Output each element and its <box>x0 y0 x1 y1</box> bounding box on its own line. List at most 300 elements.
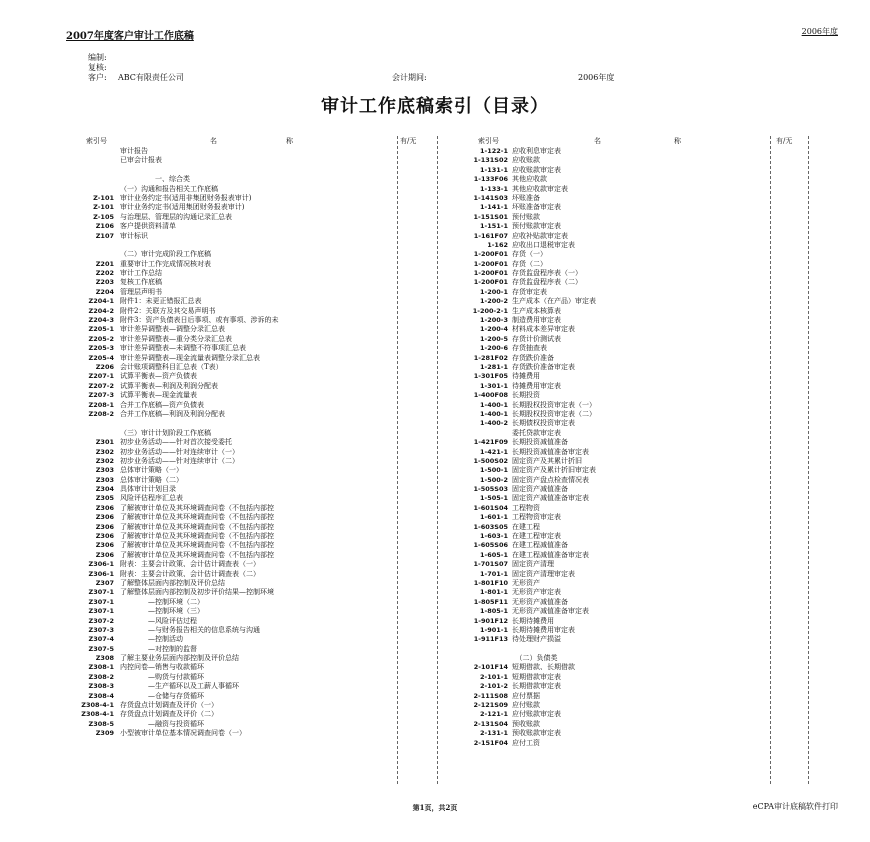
table-row <box>76 710 394 719</box>
index-name: 初步业务活动——针对连续审计（二） <box>120 456 239 465</box>
table-row <box>452 579 768 588</box>
index-code: 1-500-2 <box>479 475 508 484</box>
index-code: Z107 <box>95 231 114 240</box>
index-name: 固定资产清理 <box>512 560 554 569</box>
table-row <box>76 410 394 419</box>
right-flag-divider-right <box>808 136 809 784</box>
table-row <box>452 532 768 541</box>
index-code: Z-101 <box>93 203 114 212</box>
table-row <box>76 297 394 306</box>
index-code: Z306 <box>95 541 114 550</box>
table-row <box>452 635 768 644</box>
page-number: 第1页，共2页 <box>412 803 458 812</box>
table-row <box>76 551 394 560</box>
table-row <box>76 335 394 344</box>
table-row <box>452 391 768 400</box>
table-row <box>76 617 394 626</box>
index-code: 2-111S08 <box>473 691 508 700</box>
index-code: Z205-2 <box>88 334 114 343</box>
table-row <box>76 523 394 532</box>
index-name: 管理层声明书 <box>120 287 162 296</box>
table-row <box>76 494 394 503</box>
index-name: 制造费用审定表 <box>512 316 561 325</box>
index-code: 1-200F01 <box>473 269 508 278</box>
index-code: 1-901F12 <box>473 616 508 625</box>
index-code: Z308-1 <box>88 663 114 672</box>
right-col-flag-header: 有/无 <box>776 137 793 145</box>
index-code: 1-200F01 <box>473 259 508 268</box>
table-row <box>76 354 394 363</box>
index-code: Z302 <box>95 456 114 465</box>
index-code: 1-801-1 <box>479 588 508 597</box>
index-code: Z202 <box>95 269 114 278</box>
index-code: 1-151S01 <box>473 212 508 221</box>
table-row <box>452 288 768 297</box>
table-row <box>452 401 768 410</box>
index-name: 长期股权投资审定表（二） <box>512 409 596 418</box>
index-name: 了解被审计单位及其环境调查问卷（不包括内部控 <box>120 503 274 512</box>
index-name: 应收账款审定表 <box>512 165 561 174</box>
index-name: 存货（一） <box>512 250 547 259</box>
table-row <box>76 607 394 616</box>
index-code: 1-200F01 <box>473 250 508 259</box>
table-row <box>452 663 768 672</box>
index-name: 总体审计策略（二） <box>120 475 183 484</box>
table-row <box>452 588 768 597</box>
index-code: Z306-1 <box>88 569 114 578</box>
index-code: Z307 <box>95 578 114 587</box>
index-code: 1-911F13 <box>473 635 508 644</box>
index-name: 存货监盘程序表（二） <box>512 278 582 287</box>
table-row <box>76 692 394 701</box>
index-name: 存货审定表 <box>512 287 547 296</box>
index-code: 1-200-2-1 <box>472 306 508 315</box>
index-code: Z106 <box>95 222 114 231</box>
table-row <box>452 166 768 175</box>
table-row <box>76 185 394 194</box>
index-name: 了解主要业务层面内部控制及评价总结 <box>120 654 239 663</box>
index-name: 存货跌价准备审定表 <box>512 362 575 371</box>
index-code: 1-605S06 <box>473 541 508 550</box>
left-flag-divider-right <box>437 136 438 784</box>
index-name: 审计业务约定书(适用集团财务报表审计) <box>120 203 245 212</box>
index-name: 材料成本差异审定表 <box>512 325 575 334</box>
index-name: 小型被审计单位基本情况调查问卷（一） <box>120 729 246 738</box>
table-row <box>452 682 768 691</box>
table-row <box>76 504 394 513</box>
table-row <box>76 541 394 550</box>
index-code: Z205-4 <box>88 353 114 362</box>
table-row <box>452 335 768 344</box>
index-code: 1-603-1 <box>479 532 508 541</box>
index-code: 2-101-2 <box>479 682 508 691</box>
right-col-name-header-2: 称 <box>674 137 681 145</box>
index-code: Z308-4 <box>88 691 114 700</box>
index-name: 应收出口退税审定表 <box>512 240 575 249</box>
table-row <box>76 598 394 607</box>
index-name: 工程物资审定表 <box>512 513 561 522</box>
index-code: Z309 <box>95 729 114 738</box>
index-code: Z303 <box>95 475 114 484</box>
index-name: 长期债权投资审定表 <box>512 419 575 428</box>
index-name: 长期投资减值准备 <box>512 438 568 447</box>
index-code: 1-281F02 <box>473 353 508 362</box>
index-name: 试算平衡表—现金流量表 <box>120 391 197 400</box>
table-row <box>452 701 768 710</box>
index-name: 审计业务约定书(适用非集团财务报表审计) <box>120 193 252 202</box>
index-code: Z-101 <box>93 193 114 202</box>
index-code: Z307-1 <box>88 607 114 616</box>
index-code: 1-400-1 <box>479 409 508 418</box>
index-code: Z306 <box>95 532 114 541</box>
table-row <box>76 466 394 475</box>
table-row <box>452 673 768 682</box>
index-name: 了解整体层面内部控制及初步评价结果—控制环境 <box>120 588 274 597</box>
index-name: 坏账准备审定表 <box>512 203 561 212</box>
index-code: Z204 <box>95 287 114 296</box>
index-name: —风险评估过程 <box>120 616 197 625</box>
index-code: 1-131S02 <box>473 156 508 165</box>
index-name: 应付账款审定表 <box>512 710 561 719</box>
index-code: Z301 <box>95 438 114 447</box>
index-name: 合并工作底稿—利润及利润分配表 <box>120 409 225 418</box>
index-name: 了解被审计单位及其环境调查问卷（不包括内部控 <box>120 532 274 541</box>
index-name: 总体审计策略（一） <box>120 466 183 475</box>
index-name: 附件1：未更正错报汇总表 <box>120 297 202 306</box>
table-row <box>76 663 394 672</box>
table-row <box>452 297 768 306</box>
index-name: 长期股权投资审定表（一） <box>512 400 596 409</box>
table-row <box>452 250 768 259</box>
index-name: 初步业务活动——针对连续审计（一） <box>120 447 239 456</box>
index-code: Z207-3 <box>88 391 114 400</box>
index-name: 存货计价测试表 <box>512 334 561 343</box>
index-name: 待摊费用 <box>512 372 540 381</box>
right-flag-divider <box>770 136 771 784</box>
index-name: 应付账款 <box>512 701 540 710</box>
table-row <box>76 194 394 203</box>
table-row <box>452 419 768 428</box>
index-name: 长期待摊费用审定表 <box>512 625 575 634</box>
index-code: Z306 <box>95 550 114 559</box>
index-code: 1-901-1 <box>479 625 508 634</box>
index-name: 存货盘点计划调查及评价（一） <box>120 701 218 710</box>
table-row <box>452 278 768 287</box>
index-name: 合并工作底稿—资产负债表 <box>120 400 204 409</box>
index-code: Z306 <box>95 522 114 531</box>
index-name: 无形资产审定表 <box>512 588 561 597</box>
index-name: （三）审计计划阶段工作底稿 <box>120 428 211 437</box>
index-code: 1-151-1 <box>479 222 508 231</box>
client-value: ABC有限责任公司 <box>118 73 184 82</box>
table-row <box>452 175 768 184</box>
table-row <box>452 382 768 391</box>
table-row <box>452 156 768 165</box>
index-name: 了解被审计单位及其环境调查问卷（不包括内部控 <box>120 522 274 531</box>
index-code: Z308-3 <box>88 682 114 691</box>
index-code: 1-281-1 <box>479 362 508 371</box>
index-name: 无形资产 <box>512 578 540 587</box>
index-code: 1-421F09 <box>473 438 508 447</box>
index-name: 与治理层、管理层的沟通记录汇总表 <box>120 212 232 221</box>
index-name: 客户提供资料清单 <box>120 222 176 231</box>
table-row <box>76 307 394 316</box>
table-row <box>452 476 768 485</box>
index-code: Z208-2 <box>88 409 114 418</box>
document-header-title: 2007年度客户审计工作底稿 <box>66 31 194 42</box>
left-col-name-header-1: 名 <box>210 137 217 145</box>
index-name: 预付账款审定表 <box>512 222 561 231</box>
table-row <box>452 523 768 532</box>
index-name: 附件3：资产负债表日后事项、或有事项、涉诉的未 <box>120 316 279 325</box>
table-row <box>452 654 768 663</box>
index-name: 会计账项调整科目汇总表（T表） <box>120 362 223 371</box>
index-name: 应收补贴款审定表 <box>512 231 568 240</box>
prepared-label: 编制: <box>88 53 107 62</box>
index-code: Z207-1 <box>88 372 114 381</box>
index-code: 1-601S04 <box>473 503 508 512</box>
index-code: 1-133-1 <box>479 184 508 193</box>
index-code: 2-101F14 <box>473 663 508 672</box>
index-name: —控制活动 <box>120 635 183 644</box>
table-row <box>76 457 394 466</box>
index-code: 1-141S03 <box>473 193 508 202</box>
index-name: 审计差异调整表—未调整不符事项汇总表 <box>120 344 246 353</box>
index-code: Z308-4-1 <box>81 701 114 710</box>
index-name: 应收账款 <box>512 156 540 165</box>
index-name: 长期投资 <box>512 391 540 400</box>
index-code: 1-701-1 <box>479 569 508 578</box>
table-row <box>76 635 394 644</box>
table-row <box>76 222 394 231</box>
index-code: 1-301F05 <box>473 372 508 381</box>
index-code: 2-131S04 <box>473 719 508 728</box>
index-code: Z307-5 <box>88 644 114 653</box>
index-name: 审计差异调整表—调整分录汇总表 <box>120 325 225 334</box>
index-name: 审计差异调整表—重分类分录汇总表 <box>120 334 232 343</box>
index-name: 风险评估程序汇总表 <box>120 494 183 503</box>
index-code: 1-603S05 <box>473 522 508 531</box>
index-code: Z203 <box>95 278 114 287</box>
table-row <box>76 260 394 269</box>
index-name: 试算平衡表—资产负债表 <box>120 372 197 381</box>
index-name: 已审会计报表 <box>120 156 162 165</box>
index-code: 1-500-1 <box>479 466 508 475</box>
index-name: （二）审计完成阶段工作底稿 <box>120 250 211 259</box>
table-row <box>76 720 394 729</box>
table-row <box>452 372 768 381</box>
index-name: 试算平衡表—利润及利润分配表 <box>120 381 218 390</box>
table-row <box>452 448 768 457</box>
right-col-name-header-1: 名 <box>594 137 601 145</box>
table-row <box>452 185 768 194</box>
index-name: 固定资产清理审定表 <box>512 569 575 578</box>
index-name: 初步业务活动——针对首次接受委托 <box>120 438 232 447</box>
index-code: Z206 <box>95 362 114 371</box>
index-code: 2-101-1 <box>479 672 508 681</box>
table-row <box>76 570 394 579</box>
table-row <box>452 607 768 616</box>
index-name: 了解被审计单位及其环境调查问卷（不包括内部控 <box>120 513 274 522</box>
index-code: Z201 <box>95 259 114 268</box>
index-code: Z307-3 <box>88 625 114 634</box>
index-code: 1-805F11 <box>473 597 508 606</box>
index-code: 1-200-5 <box>479 334 508 343</box>
index-code: 1-701S07 <box>473 560 508 569</box>
period-value: 2006年度 <box>578 73 615 82</box>
table-row <box>76 588 394 597</box>
right-index-table <box>452 147 768 748</box>
index-code: 1-421-1 <box>479 447 508 456</box>
index-code: 2-121S09 <box>473 701 508 710</box>
index-code: Z308 <box>95 654 114 663</box>
index-code: Z204-1 <box>88 297 114 306</box>
index-name: 固定资产减值准备 <box>512 485 568 494</box>
table-row <box>452 720 768 729</box>
index-name: 审计标识 <box>120 231 148 240</box>
index-code: Z307-1 <box>88 597 114 606</box>
index-name: 附件2：关联方及其交易声明书 <box>120 306 216 315</box>
index-name: 附表：主要会计政策、会计估计调查表（一） <box>120 560 260 569</box>
table-row <box>76 278 394 287</box>
index-code: Z207-2 <box>88 381 114 390</box>
table-row <box>76 147 394 156</box>
index-name: （二）负债类 <box>512 654 558 663</box>
table-row <box>76 476 394 485</box>
index-code: 1-200F01 <box>473 278 508 287</box>
table-row <box>76 419 394 428</box>
index-name: 在建工程 <box>512 522 540 531</box>
table-row <box>76 363 394 372</box>
table-row <box>452 570 768 579</box>
index-code: Z204-2 <box>88 306 114 315</box>
table-row <box>452 213 768 222</box>
table-row <box>76 401 394 410</box>
table-row <box>452 541 768 550</box>
index-name: 固定资产及累计折旧审定表 <box>512 466 596 475</box>
reviewed-label: 复核: <box>88 63 107 72</box>
index-name: 工程物资 <box>512 503 540 512</box>
table-row <box>452 307 768 316</box>
index-name: 固定资产及其累计折旧 <box>512 456 582 465</box>
index-name: 其他应收款 <box>512 175 547 184</box>
index-code: 1-801F10 <box>473 578 508 587</box>
table-row <box>452 232 768 241</box>
table-row <box>452 260 768 269</box>
table-row <box>76 325 394 334</box>
index-code: Z208-1 <box>88 400 114 409</box>
table-row <box>76 241 394 250</box>
table-row <box>452 739 768 748</box>
page-title: 审计工作底稿索引（目录） <box>321 96 549 117</box>
index-code: Z205-1 <box>88 325 114 334</box>
index-name: 坏账准备 <box>512 193 540 202</box>
table-row <box>452 222 768 231</box>
index-code: 1-200-2 <box>479 297 508 306</box>
software-footer: eCPA审计底稿软件打印 <box>752 802 838 811</box>
index-name: —融资与投资循环 <box>120 719 204 728</box>
period-label: 会计期间: <box>392 73 427 82</box>
index-name: 存货盘点计划调查及评价（二） <box>120 710 218 719</box>
index-name: 生产成本（在产品）审定表 <box>512 297 596 306</box>
index-code: 1-200-1 <box>479 287 508 296</box>
index-code: Z-105 <box>93 212 114 221</box>
left-col-name-header-2: 称 <box>286 137 293 145</box>
index-code: Z306 <box>95 503 114 512</box>
table-row <box>76 372 394 381</box>
table-row <box>452 316 768 325</box>
index-code: 1-500S02 <box>473 456 508 465</box>
index-name: 短期借款审定表 <box>512 672 561 681</box>
table-row <box>452 729 768 738</box>
index-code: Z308-4-1 <box>81 710 114 719</box>
index-name: 委托贷款审定表 <box>512 428 561 437</box>
left-col-flag-header: 有/无 <box>400 137 417 145</box>
index-name: 了解被审计单位及其环境调查问卷（不包括内部控 <box>120 541 274 550</box>
index-code: 1-200-6 <box>479 344 508 353</box>
index-name: —购货与付款循环 <box>120 672 204 681</box>
index-name: 附表：主要会计政策、会计估计调查表（二） <box>120 569 260 578</box>
index-code: Z306 <box>95 513 114 522</box>
index-code: Z307-4 <box>88 635 114 644</box>
table-row <box>452 410 768 419</box>
index-code: 1-400-1 <box>479 400 508 409</box>
table-row <box>76 156 394 165</box>
index-name: 长期待摊费用 <box>512 616 554 625</box>
index-code: 1-605-1 <box>479 550 508 559</box>
index-code: 1-141-1 <box>479 203 508 212</box>
table-row <box>76 532 394 541</box>
index-name: （一）沟通和报告相关工作底稿 <box>120 184 218 193</box>
index-name: 应付票据 <box>512 691 540 700</box>
table-row <box>452 269 768 278</box>
table-row <box>76 213 394 222</box>
index-name: 存货抽查表 <box>512 344 547 353</box>
table-row <box>452 194 768 203</box>
index-code: Z302 <box>95 447 114 456</box>
index-code: 1-200-4 <box>479 325 508 334</box>
table-row <box>76 729 394 738</box>
index-code: Z307-2 <box>88 616 114 625</box>
left-index-table <box>76 147 394 739</box>
index-name: —仓储与存货循环 <box>120 691 204 700</box>
table-row <box>76 513 394 522</box>
table-row <box>452 626 768 635</box>
right-col-code-header: 索引号 <box>478 137 499 145</box>
index-name: 复核工作底稿 <box>120 278 162 287</box>
index-name: 内控问卷—销售与收款循环 <box>120 663 204 672</box>
index-code: Z205-3 <box>88 344 114 353</box>
index-code: 1-400F08 <box>473 391 508 400</box>
index-code: 1-505S03 <box>473 485 508 494</box>
index-name: 具体审计计划目录 <box>120 485 176 494</box>
table-row <box>76 232 394 241</box>
table-row <box>76 391 394 400</box>
index-name: 预收账款审定表 <box>512 729 561 738</box>
table-row <box>452 692 768 701</box>
client-label: 客户: <box>88 73 107 82</box>
index-name: 了解被审计单位及其环境调查问卷（不包括内部控 <box>120 550 274 559</box>
table-row <box>76 645 394 654</box>
table-row <box>452 147 768 156</box>
left-flag-divider <box>397 136 398 784</box>
index-code: 2-121-1 <box>479 710 508 719</box>
document-header-year: 2006年度 <box>801 27 838 36</box>
index-name: 审计报告 <box>120 147 148 155</box>
table-row <box>452 325 768 334</box>
table-row <box>76 250 394 259</box>
index-code: 2-131-1 <box>479 729 508 738</box>
